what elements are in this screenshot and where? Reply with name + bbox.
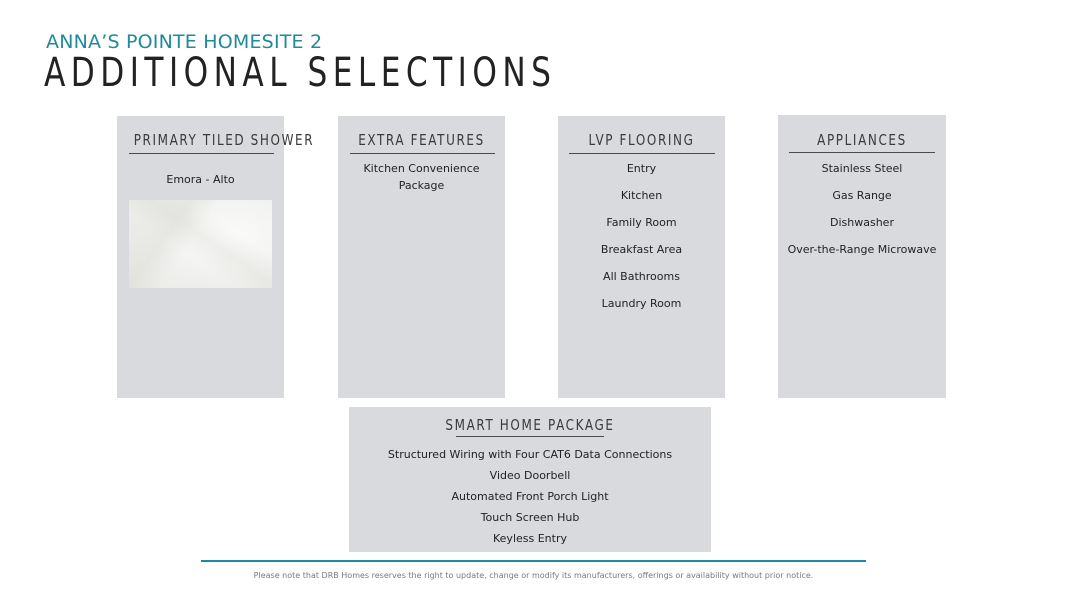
divider bbox=[350, 153, 495, 154]
tile-swatch-image bbox=[129, 200, 272, 288]
list-item: Stainless Steel bbox=[821, 162, 903, 175]
list-item: Automated Front Porch Light bbox=[451, 490, 609, 503]
card-lvp-flooring bbox=[558, 116, 725, 398]
card-title: EXTRA FEATURES bbox=[358, 131, 485, 149]
card-smart-home-package bbox=[349, 407, 711, 552]
divider bbox=[129, 153, 274, 154]
divider bbox=[569, 153, 715, 154]
list-item: Touch Screen Hub bbox=[480, 511, 580, 524]
divider bbox=[456, 436, 604, 437]
card-appliances bbox=[778, 115, 946, 398]
card-title: APPLIANCES bbox=[817, 131, 907, 149]
footer-divider bbox=[201, 560, 866, 562]
card-primary-tiled-shower bbox=[117, 116, 315, 398]
divider bbox=[789, 152, 935, 153]
list-item: Family Room bbox=[606, 216, 677, 229]
footer-disclaimer: Please note that DRB Homes reserves the right to update, change or modify its manufacturers, offerings or availability without prior notice. bbox=[253, 571, 814, 580]
page-subtitle: ANNA’S POINTE HOMESITE 2 bbox=[46, 31, 323, 53]
list-item: Emora - Alto bbox=[166, 173, 235, 186]
card-extra-features bbox=[338, 116, 505, 398]
card-title: LVP FLOORING bbox=[588, 131, 695, 149]
list-item: Keyless Entry bbox=[493, 532, 567, 545]
list-item: Dishwasher bbox=[830, 216, 894, 229]
list-item: Entry bbox=[626, 162, 657, 175]
card-title: SMART HOME PACKAGE bbox=[445, 416, 615, 434]
list-item: Video Doorbell bbox=[489, 469, 571, 482]
list-item: Over-the-Range Microwave bbox=[787, 243, 937, 256]
list-item: Laundry Room bbox=[601, 297, 682, 310]
card-title: PRIMARY TILED SHOWER bbox=[133, 131, 315, 149]
list-item: Kitchen bbox=[620, 189, 663, 202]
list-item: Kitchen Convenience Package bbox=[363, 162, 480, 192]
list-item: All Bathrooms bbox=[603, 270, 680, 283]
list-item: Breakfast Area bbox=[600, 243, 683, 256]
list-item: Gas Range bbox=[832, 189, 892, 202]
page-title: ADDITIONAL SELECTIONS bbox=[44, 50, 557, 96]
list-item: Structured Wiring with Four CAT6 Data Connections bbox=[387, 448, 673, 461]
